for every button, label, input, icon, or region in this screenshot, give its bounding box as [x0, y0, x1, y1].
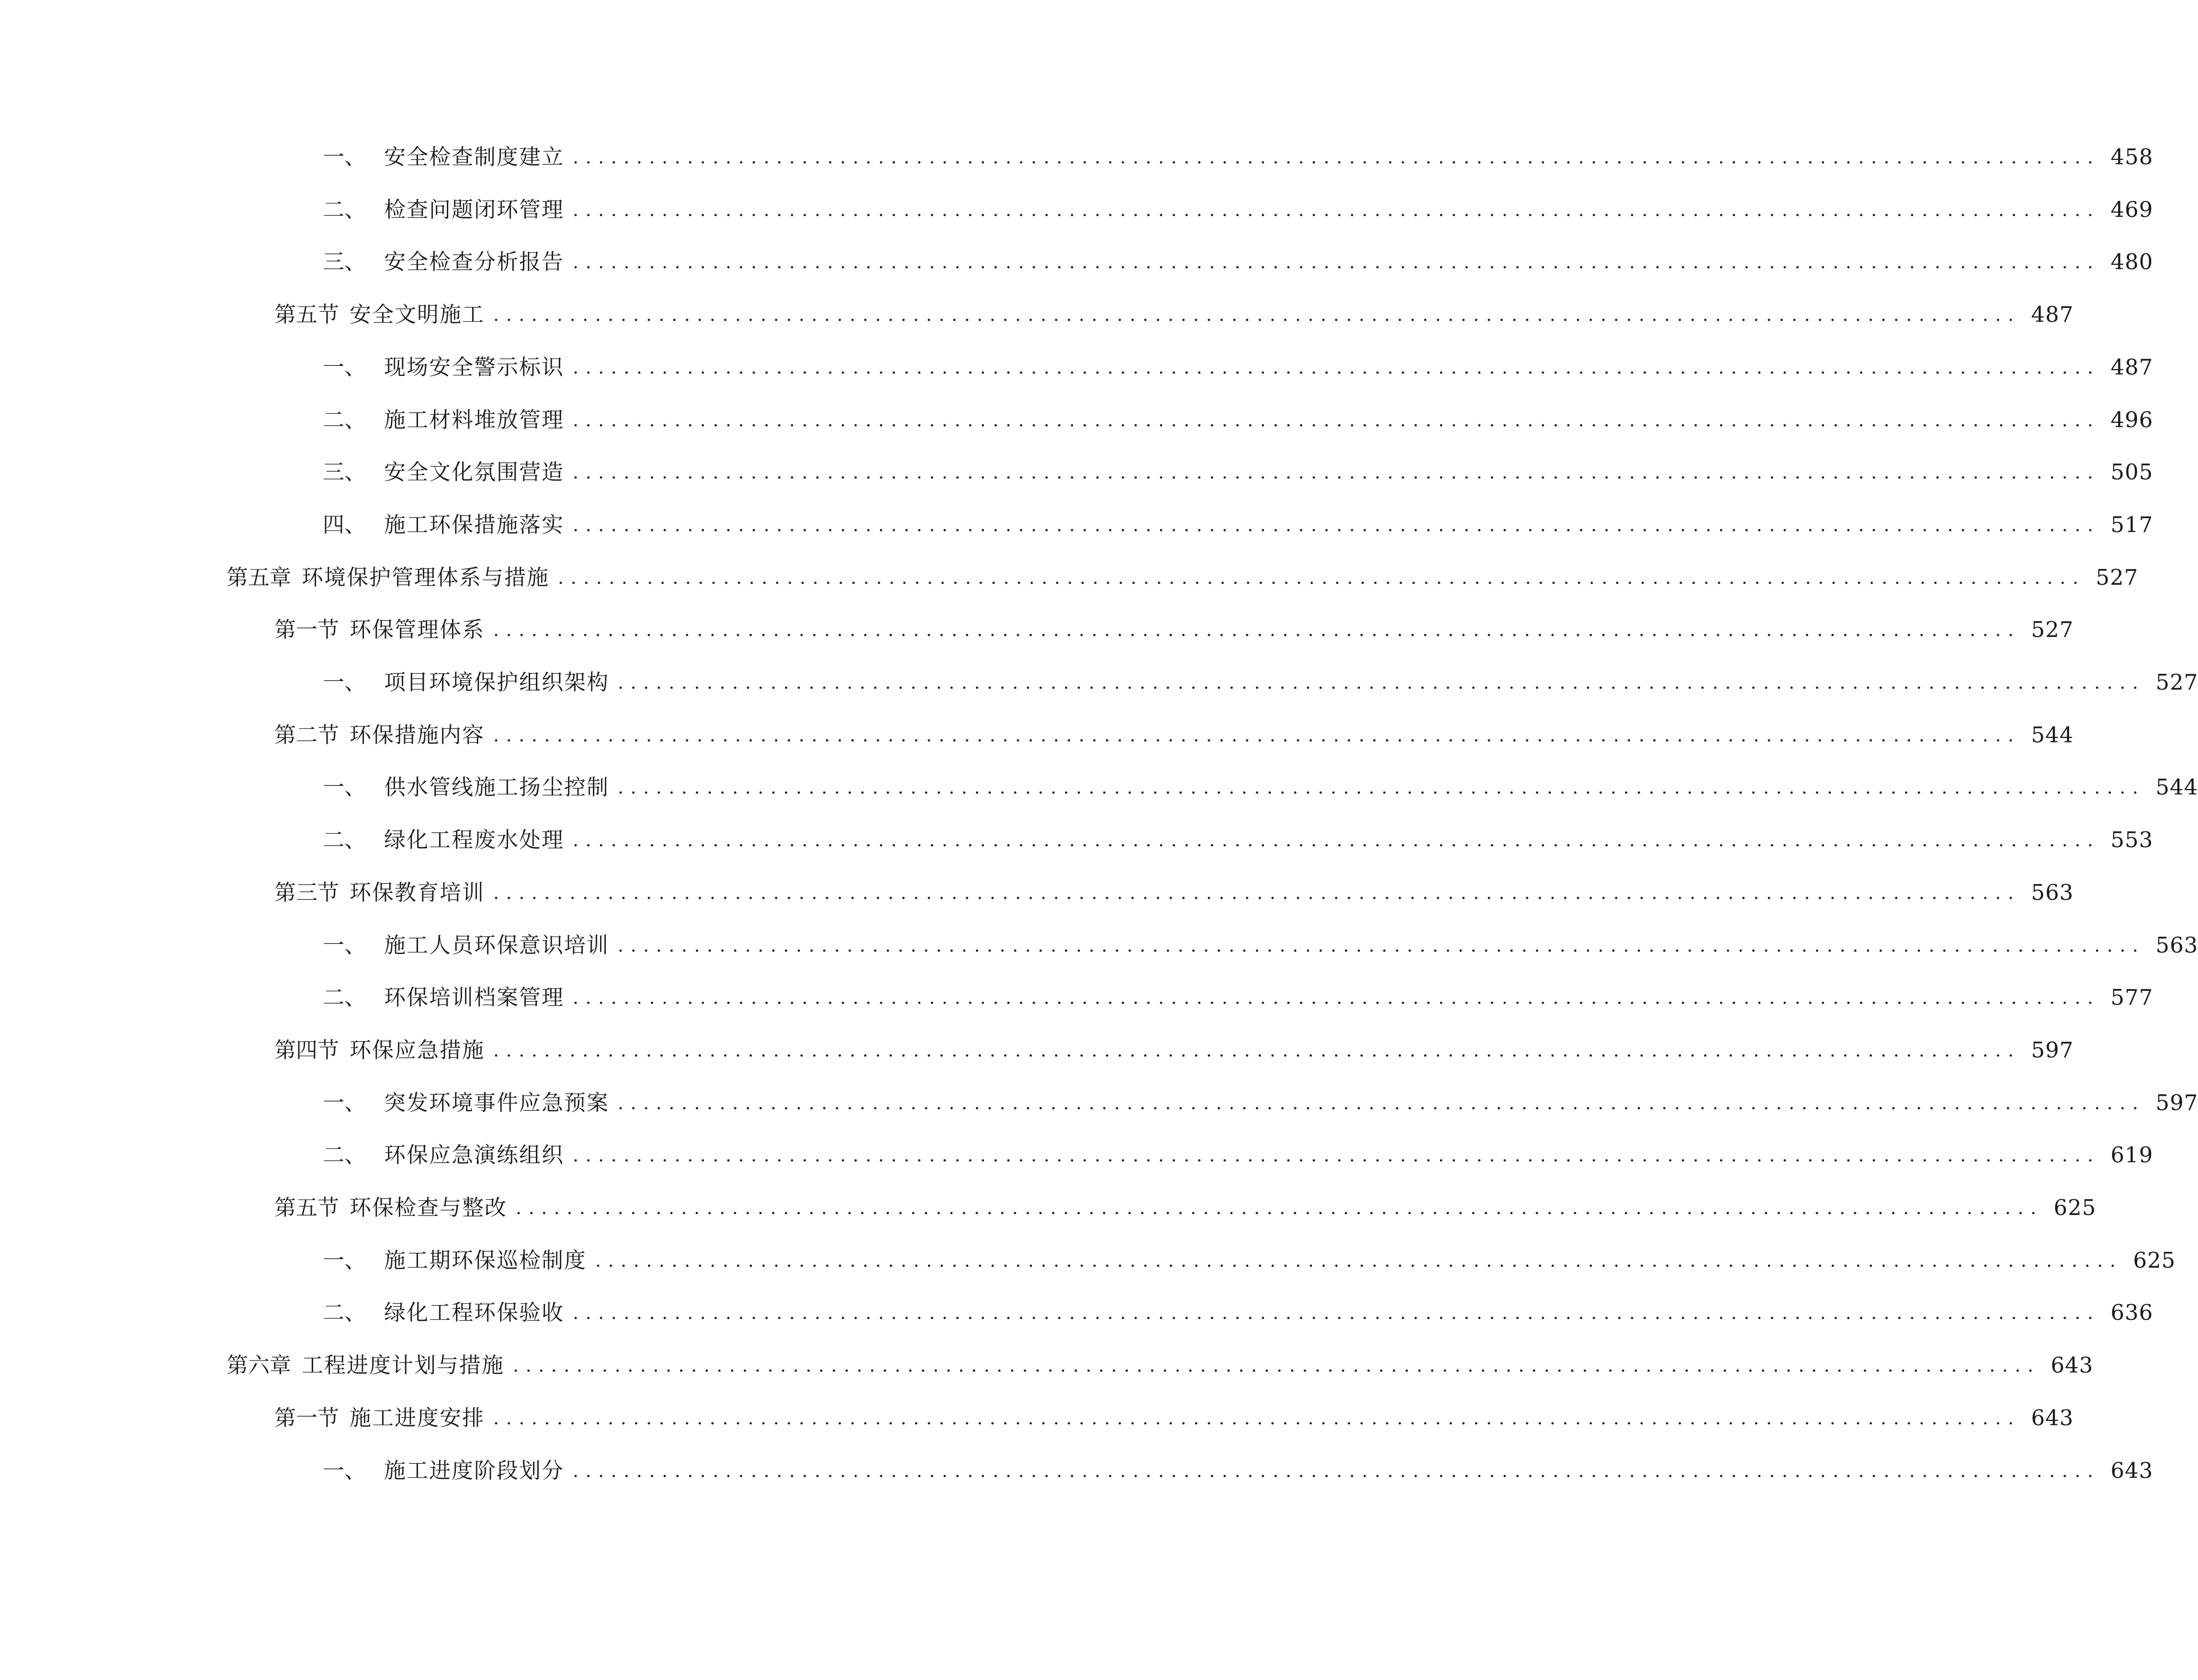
toc-dot-leader: ........................................................................................................................	[618, 777, 2145, 798]
toc-entry[interactable]	[323, 768, 2198, 806]
toc-entry-number: 四、	[323, 511, 366, 537]
toc-entry-number: 三、	[323, 249, 366, 275]
toc-entry-title: 工程进度计划与措施	[302, 1352, 505, 1378]
toc-entry[interactable]	[323, 978, 2153, 1017]
toc-entry-number: 二、	[323, 407, 366, 432]
toc-entry[interactable]	[323, 453, 2153, 491]
toc-entry[interactable]	[323, 1294, 2153, 1332]
toc-entry-title: 突发环境事件应急预案	[384, 1090, 610, 1115]
toc-entry-title: 安全文化氛围营造	[384, 459, 565, 485]
toc-entry-page-number: 636	[2110, 1300, 2153, 1326]
toc-entry-page-number: 517	[2110, 511, 2153, 537]
toc-entry-page-number: 643	[2110, 1457, 2153, 1483]
toc-entry-number: 一、	[323, 354, 366, 380]
toc-dot-leader: ........................................................................................................................	[493, 882, 2021, 903]
toc-entry[interactable]	[274, 716, 2074, 754]
toc-entry[interactable]	[323, 1241, 2176, 1280]
toc-entry[interactable]	[323, 663, 2198, 702]
toc-entry-number: 二、	[323, 1300, 366, 1326]
toc-entry-title: 绿化工程废水处理	[384, 827, 565, 853]
toc-entry-page-number: 643	[2051, 1352, 2094, 1378]
toc-entry-page-number: 619	[2110, 1142, 2153, 1168]
toc-dot-leader: ........................................................................................................................	[573, 1460, 2100, 1481]
toc-entry-title: 环保管理体系	[350, 617, 485, 643]
toc-entry-number: 一、	[323, 932, 366, 958]
toc-entry-page-number: 487	[2110, 354, 2153, 380]
toc-dot-leader: ........................................................................................................................	[573, 987, 2100, 1009]
toc-entry-page-number: 563	[2155, 932, 2198, 958]
toc-entry-number: 第三节	[274, 879, 340, 905]
toc-entry[interactable]	[323, 401, 2153, 439]
toc-entry-page-number: 496	[2110, 407, 2153, 432]
toc-dot-leader: ........................................................................................................................	[558, 567, 2085, 588]
toc-entry[interactable]	[227, 1346, 2094, 1385]
toc-entry[interactable]	[323, 348, 2153, 386]
toc-dot-leader: ........................................................................................................................	[493, 724, 2021, 746]
toc-dot-leader: ........................................................................................................................	[618, 672, 2145, 693]
toc-entry-number: 二、	[323, 1142, 366, 1168]
toc-entry-page-number: 577	[2110, 985, 2153, 1010]
toc-entry-title: 供水管线施工扬尘控制	[384, 774, 610, 800]
toc-entry[interactable]	[274, 1189, 2096, 1227]
toc-entry-page-number: 480	[2110, 249, 2153, 275]
toc-entry[interactable]	[274, 611, 2074, 649]
toc-entry-page-number: 505	[2110, 459, 2153, 485]
toc-entry[interactable]	[323, 138, 2153, 176]
toc-entry-number: 第五节	[274, 302, 340, 328]
toc-entry-number: 第五节	[274, 1195, 340, 1220]
toc-entry-title: 环保措施内容	[350, 722, 485, 748]
toc-entry-title: 检查问题闭环管理	[384, 196, 565, 222]
toc-entry-page-number: 553	[2110, 827, 2153, 853]
toc-entry-title: 环保应急演练组织	[384, 1142, 565, 1168]
toc-entry-page-number: 527	[2031, 617, 2074, 643]
toc-entry-number: 第四节	[274, 1037, 340, 1063]
toc-entry-title: 施工环保措施落实	[384, 511, 565, 537]
toc-dot-leader: ........................................................................................................................	[573, 147, 2100, 168]
toc-entry-title: 环保应急措施	[350, 1037, 485, 1063]
toc-dot-leader: ........................................................................................................................	[618, 1092, 2145, 1113]
toc-entry-number: 二、	[323, 985, 366, 1010]
toc-dot-leader: ........................................................................................................................	[493, 619, 2021, 641]
toc-entry-number: 第六章	[227, 1352, 292, 1378]
toc-entry-page-number: 643	[2031, 1405, 2074, 1430]
toc-entry[interactable]	[323, 1136, 2153, 1174]
toc-entry-number: 一、	[323, 144, 366, 170]
toc-entry-title: 安全文明施工	[350, 302, 485, 328]
toc-entry-page-number: 597	[2155, 1090, 2198, 1115]
toc-dot-leader: ........................................................................................................................	[573, 462, 2100, 483]
toc-entry-page-number: 527	[2155, 670, 2198, 695]
toc-entry-page-number: 625	[2053, 1195, 2096, 1220]
toc-entry-number: 一、	[323, 670, 366, 695]
toc-entry[interactable]	[274, 1031, 2074, 1069]
toc-entry-page-number: 563	[2031, 879, 2074, 905]
toc-dot-leader: ........................................................................................................................	[516, 1197, 2043, 1218]
toc-entry-title: 现场安全警示标识	[384, 354, 565, 380]
toc-dot-leader: ........................................................................................................................	[493, 1039, 2021, 1061]
toc-entry-page-number: 487	[2031, 302, 2074, 328]
toc-dot-leader: ........................................................................................................................	[573, 409, 2100, 431]
toc-dot-leader: ........................................................................................................................	[573, 829, 2100, 851]
toc-entry-title: 安全检查分析报告	[384, 249, 565, 275]
toc-entry-title: 环保教育培训	[350, 879, 485, 905]
toc-entry-page-number: 597	[2031, 1037, 2074, 1063]
toc-dot-leader: ........................................................................................................................	[573, 514, 2100, 535]
toc-entry[interactable]	[274, 874, 2074, 912]
toc-entry[interactable]	[227, 558, 2139, 597]
toc-entry-page-number: 625	[2133, 1247, 2176, 1273]
toc-dot-leader: ........................................................................................................................	[573, 251, 2100, 273]
toc-dot-leader: ........................................................................................................................	[573, 1145, 2100, 1166]
toc-entry-title: 环境保护管理体系与措施	[302, 564, 550, 590]
toc-entry[interactable]	[323, 926, 2198, 965]
toc-dot-leader: ........................................................................................................................	[493, 304, 2021, 326]
toc-dot-leader: ........................................................................................................................	[618, 934, 2145, 956]
toc-entry[interactable]	[274, 1399, 2074, 1437]
toc-entry-page-number: 544	[2031, 722, 2074, 748]
toc-dot-leader: ........................................................................................................................	[595, 1249, 2123, 1271]
toc-entry-page-number: 458	[2110, 144, 2153, 170]
toc-entry[interactable]	[323, 1452, 2153, 1490]
toc-dot-leader: ........................................................................................................................	[573, 1302, 2100, 1324]
toc-dot-leader: ........................................................................................................................	[513, 1355, 2040, 1376]
toc-entry[interactable]	[323, 243, 2153, 281]
toc-entry-page-number: 527	[2096, 564, 2139, 590]
toc-entry[interactable]	[323, 191, 2153, 229]
toc-entry-number: 二、	[323, 827, 366, 853]
toc-entry-title: 施工期环保巡检制度	[384, 1247, 587, 1273]
toc-entry-number: 一、	[323, 1090, 366, 1115]
toc-entry-page-number: 469	[2110, 196, 2153, 222]
toc-dot-leader: ........................................................................................................................	[573, 199, 2100, 220]
toc-entry-number: 第五章	[227, 564, 292, 590]
toc-entry-title: 环保检查与整改	[350, 1195, 508, 1220]
toc-entry[interactable]	[274, 295, 2074, 334]
toc-entry-number: 一、	[323, 774, 366, 800]
toc-entry-title: 施工人员环保意识培训	[384, 932, 610, 958]
toc-entry-number: 三、	[323, 459, 366, 485]
toc-entry-title: 绿化工程环保验收	[384, 1300, 565, 1326]
toc-dot-leader: ........................................................................................................................	[573, 356, 2100, 378]
toc-entry[interactable]	[323, 821, 2153, 859]
toc-entry-title: 环保培训档案管理	[384, 985, 565, 1010]
toc-entry-title: 施工进度安排	[350, 1405, 485, 1430]
toc-entry-title: 施工进度阶段划分	[384, 1457, 565, 1483]
toc-entry-title: 项目环境保护组织架构	[384, 670, 610, 695]
toc-entry-number: 一、	[323, 1247, 366, 1273]
toc-entry-number: 一、	[323, 1457, 366, 1483]
toc-entry-title: 安全检查制度建立	[384, 144, 565, 170]
toc-entry-number: 第一节	[274, 1405, 340, 1430]
toc-entry-title: 施工材料堆放管理	[384, 407, 565, 432]
toc-entry[interactable]	[323, 506, 2153, 544]
toc-entry-number: 二、	[323, 196, 366, 222]
toc-entry-page-number: 544	[2155, 774, 2198, 800]
toc-entry-number: 第二节	[274, 722, 340, 748]
toc-dot-leader: ........................................................................................................................	[493, 1407, 2021, 1429]
toc-entry-number: 第一节	[274, 617, 340, 643]
toc-entry[interactable]	[323, 1084, 2198, 1122]
